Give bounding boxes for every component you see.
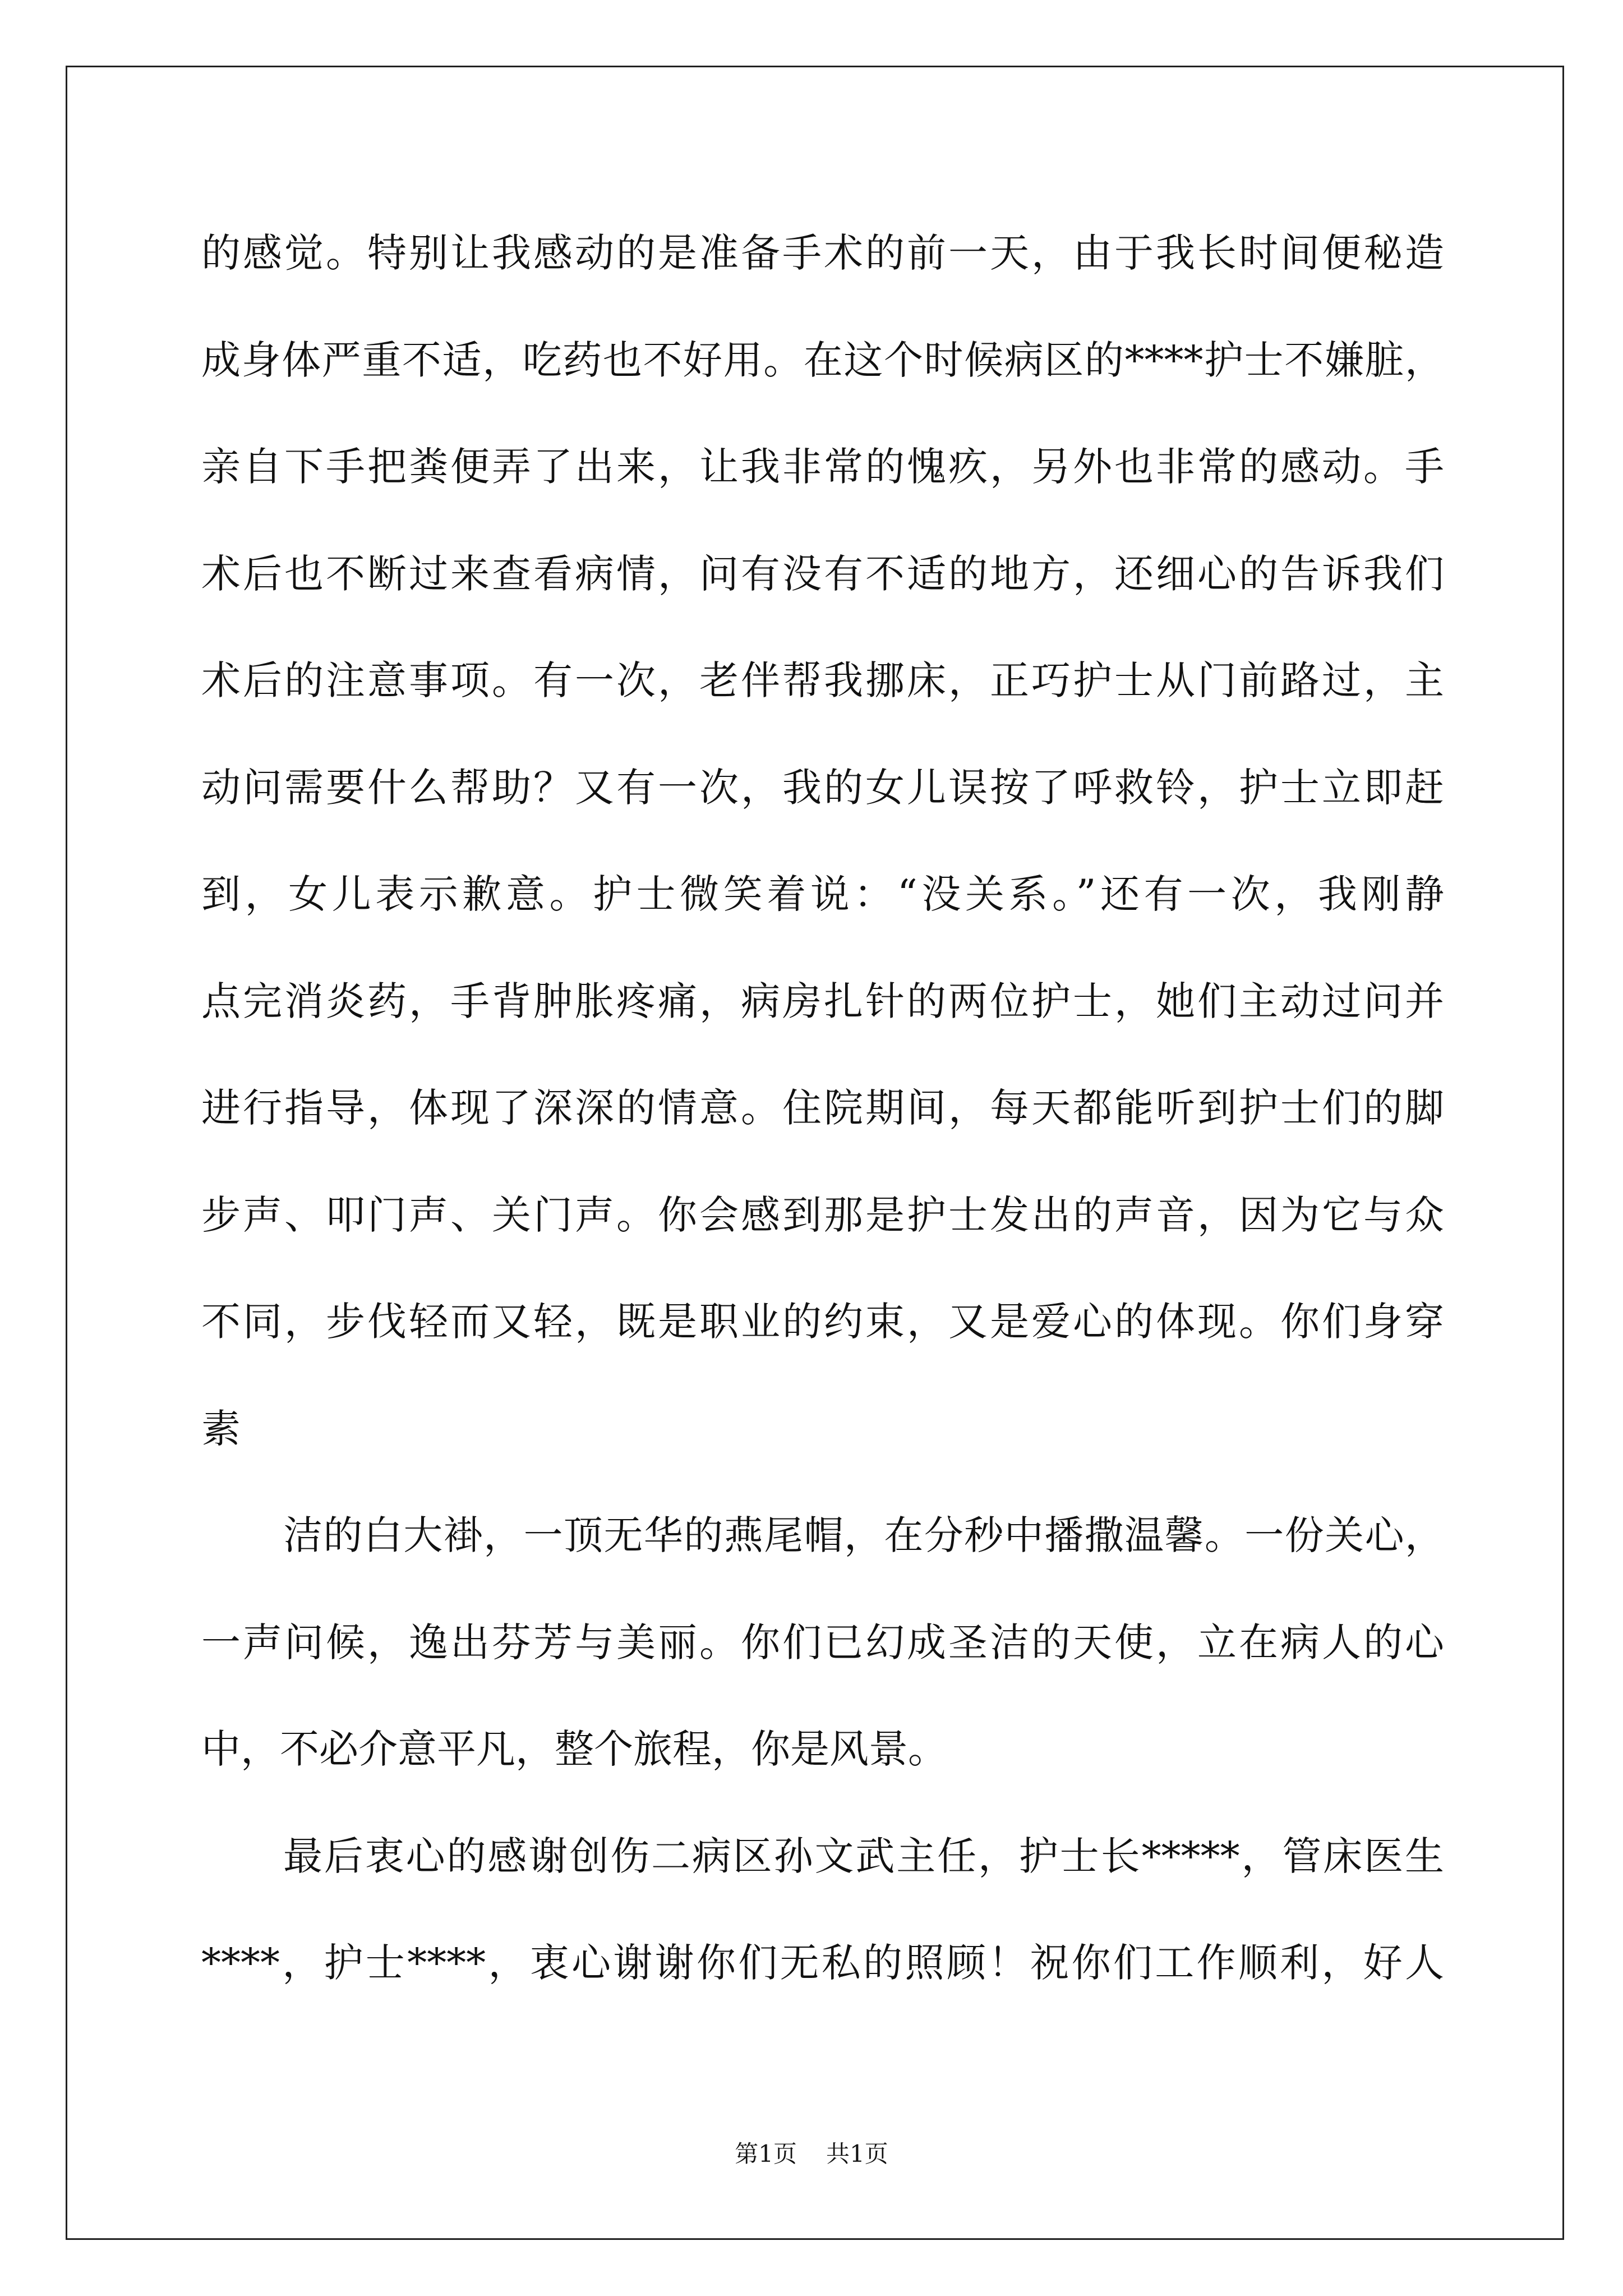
text-line: 素 bbox=[201, 1405, 241, 1452]
text-line: 术后也不断过来查看病情，问有没有不适的地方，还细心的告诉我们 bbox=[201, 550, 1444, 597]
text-line: 步声、叩门声、关门声。你会感到那是护士发出的声音，因为它与众 bbox=[201, 1191, 1444, 1238]
page-number-total: 共1页 bbox=[826, 2140, 888, 2168]
text-line: 到，女儿表示歉意。护士微笑着说：“没关系。”还有一次，我刚静 bbox=[201, 871, 1444, 917]
paragraph-first-line: 洁的白大褂，一顶无华的燕尾帽，在分秒中播撒温馨。一份关心， bbox=[283, 1512, 1444, 1558]
text-line: 不同，步伐轻而又轻，既是职业的约束，又是爱心的体现。你们身穿 bbox=[201, 1299, 1444, 1345]
text-line: 术后的注意事项。有一次，老伴帮我挪床，正巧护士从门前路过，主 bbox=[201, 657, 1444, 703]
page-footer bbox=[0, 2139, 1623, 2169]
text-line: 成身体严重不适，吃药也不好用。在这个时候病区的****护士不嫌脏， bbox=[201, 337, 1444, 383]
text-line: 一声问候，逸出芬芳与美丽。你们已幻成圣洁的天使，立在病人的心 bbox=[201, 1619, 1444, 1665]
page-number-current: 第1页 bbox=[735, 2140, 797, 2168]
paragraph-last-line: 中，不必介意平凡，整个旅程，你是风景。 bbox=[201, 1726, 947, 1772]
text-line: ****，护士****，衷心谢谢你们无私的照顾！祝你们工作顺利，好人 bbox=[201, 1940, 1444, 1986]
text-line: 进行指导，体现了深深的情意。住院期间，每天都能听到护士们的脚 bbox=[201, 1085, 1444, 1131]
text-line: 点完消炎药，手背肿胀疼痛，病房扎针的两位护士，她们主动过问并 bbox=[201, 978, 1444, 1024]
text-line: 亲自下手把粪便弄了出来，让我非常的愧疚，另外也非常的感动。手 bbox=[201, 444, 1444, 490]
document-body bbox=[201, 200, 1444, 2017]
text-line: 动问需要什么帮助？又有一次，我的女儿误按了呼救铃，护士立即赶 bbox=[201, 764, 1444, 811]
text-line: 的感觉。特别让我感动的是准备手术的前一天，由于我长时间便秘造 bbox=[201, 230, 1444, 276]
paragraph-first-line: 最后衷心的感谢创伤二病区孙文武主任，护士长*****，管床医生 bbox=[283, 1833, 1444, 1879]
